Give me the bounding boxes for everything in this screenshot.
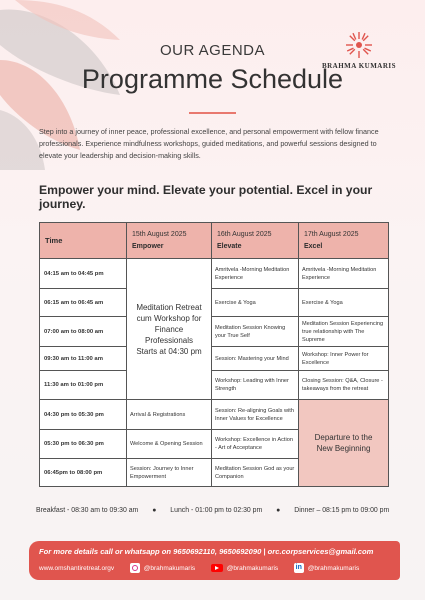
- session-cell: Amritvela -Morning Meditation Experience: [212, 259, 299, 289]
- footer-banner: [29, 541, 400, 580]
- lunch-time: Lunch - 01:00 pm to 02:30 pm: [170, 507, 263, 514]
- session-cell: Session: Mastering your Mind: [212, 347, 299, 371]
- session-cell: Exercise & Yoga: [212, 289, 299, 317]
- table-row: [40, 289, 389, 317]
- departure-cell: Departure to the New Beginning: [299, 400, 389, 487]
- time-slot: 05:30 pm to 06:30 pm: [40, 430, 127, 459]
- linkedin-icon: in: [295, 564, 302, 571]
- day-header-2: [212, 223, 299, 259]
- tagline: Empower your mind. Elevate your potential. Excel in your journey.: [39, 183, 373, 211]
- time-slot: 09:30 am to 11:00 am: [40, 347, 127, 371]
- linkedin-handle[interactable]: @brahmakumaris: [307, 564, 360, 572]
- social-row: [39, 563, 359, 573]
- title-underline: [189, 112, 236, 114]
- session-cell: Welcome & Opening Session: [127, 430, 212, 459]
- instagram-handle[interactable]: @brahmakumaris: [143, 564, 196, 572]
- session-cell: Arrival & Registrations: [127, 400, 212, 430]
- day-header-3: [299, 223, 389, 259]
- separator-dot: ●: [276, 507, 281, 514]
- session-cell: Session: Journey to Inner Empowerment: [127, 459, 212, 487]
- day-name: Empower: [132, 242, 164, 250]
- session-cell: Session: Re-aligning Goals with Inner Values for Excellence: [212, 400, 299, 430]
- intro-paragraph: Step into a journey of inner peace, professional excellence, and personal empowerment with fellow finance professionals. Experience mindfulness workshops, guided meditations, and powerful sessions designed to elevate your leadership and decision-making skills.: [39, 127, 379, 160]
- table-row: [40, 317, 389, 347]
- session-cell: Workshop: Leading with Inner Strength: [212, 371, 299, 400]
- table-row: [40, 347, 389, 371]
- instagram-icon: [130, 563, 140, 573]
- time-slot: 07:00 am to 08:00 am: [40, 317, 127, 347]
- agenda-kicker: OUR AGENDA: [159, 42, 266, 59]
- session-cell: Meditation Session God as your Companion: [212, 459, 299, 487]
- day-name: Elevate: [217, 242, 242, 250]
- table-row: [40, 259, 389, 289]
- website-link[interactable]: www.omshantiretreat.orgv: [39, 564, 115, 572]
- table-row: [40, 400, 389, 430]
- day-date: 16th August 2025: [217, 230, 272, 238]
- day-name: Excel: [304, 242, 323, 250]
- time-slot: 11:30 am to 01:00 pm: [40, 371, 127, 400]
- time-slot: 06:45pm to 08:00 pm: [40, 459, 127, 487]
- session-cell: Workshop: Excellence in Action - Art of Acceptance: [212, 430, 299, 459]
- dinner-time: Dinner – 08:15 pm to 09:00 pm: [294, 507, 390, 514]
- schedule-header-row: [40, 223, 389, 259]
- day1-retreat-start-cell: Meditation Retreat cum Workshop for Finance Professionals Starts at 04:30 pm: [127, 259, 212, 400]
- session-cell: Meditation Session Experiencing true relationship with The Supreme: [299, 317, 389, 347]
- contact-line: For more details call or whatsapp on 9650692110, 9650692090 | orc.corpservices@gmail.com: [39, 547, 374, 556]
- separator-dot: ●: [152, 507, 157, 514]
- time-slot: 06:15 am to 06:45 am: [40, 289, 127, 317]
- breakfast-time: Breakfast - 08:30 am to 09:30 am: [36, 507, 139, 514]
- time-slot: 04:30 pm to 05:30 pm: [40, 400, 127, 430]
- session-cell: Meditation Session Knowing your True Self: [212, 317, 299, 347]
- day-date: 15th August 2025: [132, 230, 187, 238]
- session-cell: Workshop: Inner Power for Excellence: [299, 347, 389, 371]
- day-date: 17th August 2025: [304, 230, 359, 238]
- table-row: [40, 371, 389, 400]
- youtube-icon: [211, 564, 223, 572]
- session-cell: Closing Session: Q&A, Closure - takeaways from the retreat: [299, 371, 389, 400]
- time-slot: 04:15 am to 04:45 pm: [40, 259, 127, 289]
- schedule-table: [39, 222, 389, 487]
- day-header-1: [127, 223, 212, 259]
- session-cell: Amritvela -Morning Meditation Experience: [299, 259, 389, 289]
- time-column-header: Time: [40, 223, 127, 259]
- session-cell: Exercise & Yoga: [299, 289, 389, 317]
- page-title: Programme Schedule: [81, 64, 344, 94]
- logo-text: BRAHMA KUMARIS: [321, 62, 397, 70]
- meal-times: [36, 507, 396, 514]
- youtube-handle[interactable]: @brahmakumaris: [226, 564, 279, 572]
